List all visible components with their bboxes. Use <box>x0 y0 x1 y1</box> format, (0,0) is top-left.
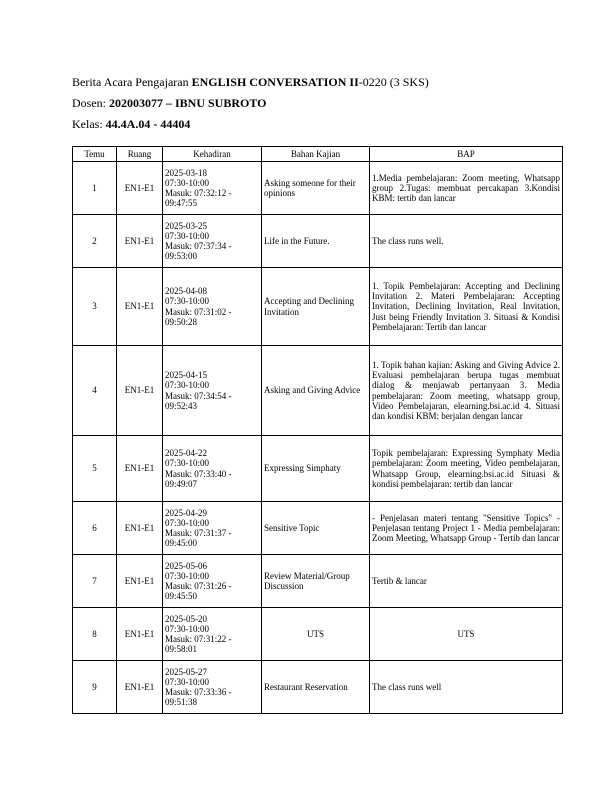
table-row <box>73 502 563 555</box>
table-row <box>73 608 563 661</box>
header-temu: Temu <box>73 147 117 162</box>
masuk: Masuk: 07:32:12 - <box>165 188 232 198</box>
kehadiran-cell <box>163 346 262 436</box>
keluar: 09:45:00 <box>165 538 198 549</box>
temu-cell: 7 <box>73 555 117 608</box>
temu-cell: 9 <box>73 661 117 714</box>
table-row <box>73 215 563 268</box>
ruang-cell: EN1-E1 <box>117 346 163 436</box>
ruang-cell: EN1-E1 <box>117 661 163 714</box>
bap-cell: Topik pembelajaran: Expressing Symphaty Media pembelajaran: Zoom meeting, Video pembelajaran, Whatsapp Group, elearning.bsi.ac.id Situasi & kondisi pembelajaran: tertib dan lancar <box>370 436 563 502</box>
masuk: Masuk: 07:33:36 - <box>165 687 232 697</box>
course-name: ENGLISH CONVERSATION II <box>191 75 359 89</box>
masuk: Masuk: 07:31:02 - <box>165 306 232 317</box>
ruang-cell: EN1-E1 <box>117 215 163 268</box>
time: 07:30-10:00 <box>165 230 209 241</box>
class-line <box>72 114 552 135</box>
date: 2025-05-06 <box>165 560 207 571</box>
bap-table <box>72 146 563 714</box>
kehadiran-cell <box>163 215 262 268</box>
kehadiran-cell <box>163 502 262 555</box>
bap-cell: - Penjelasan materi tentang "Sensitive Topics" - Penjelasan tentang Project 1 - Media pembelajaran: Zoom Meeting, Whatsapp Group - Tertib dan lancar <box>370 502 563 555</box>
ruang-cell: EN1-E1 <box>117 162 163 215</box>
course-code-sks: -0220 (3 SKS) <box>358 75 429 89</box>
class-prefix: Kelas: <box>72 117 106 131</box>
bap-cell: 1. Topik bahan kajian: Asking and Giving Advice 2. Evaluasi pembelajaran berupa tugas membuat dialog & menjawab pertanyaan 3. Media pembelajaran: Zoom meeting, whatsapp group, Video Pembelajaran, elearning.bsi.ac.id 4. Situasi dan kondisi KBM: berjalan dengan lancar <box>370 346 563 436</box>
keluar: 09:53:00 <box>165 251 198 262</box>
table-row <box>73 268 563 346</box>
ruang-cell: EN1-E1 <box>117 268 163 346</box>
time: 07:30-10:00 <box>165 517 209 528</box>
bahan-kajian-cell: Restaurant Reservation <box>262 661 370 714</box>
header-bap: BAP <box>370 147 563 162</box>
temu-cell: 1 <box>73 162 117 215</box>
title-prefix: Berita Acara Pengajaran <box>72 75 192 89</box>
keluar: 09:47:55 <box>165 198 198 209</box>
time: 07:30-10:00 <box>165 570 209 581</box>
table-row <box>73 346 563 436</box>
date: 2025-04-08 <box>165 286 207 297</box>
keluar: 09:49:07 <box>165 478 198 489</box>
masuk: Masuk: 07:31:26 - <box>165 581 232 591</box>
bahan-kajian-cell: Life in the Future. <box>262 215 370 268</box>
date: 2025-05-27 <box>165 666 207 677</box>
date: 2025-05-20 <box>165 613 207 624</box>
time: 07:30-10:00 <box>165 676 209 687</box>
time: 07:30-10:00 <box>165 380 209 391</box>
bahan-kajian-cell: Expressing Simphaty <box>262 436 370 502</box>
bap-cell: 1. Topik Pembelajaran: Accepting and Declining Invitation 2. Materi Pembelajaran: Accepting Invitation, Declining Invitation, Real Invitation, Just being Friendly Invitation 3. Situasi & Kondisi Pembelajaran: Tertib dan lancar <box>370 268 563 346</box>
keluar: 09:52:43 <box>165 400 198 411</box>
masuk: Masuk: 07:31:22 - <box>165 634 232 644</box>
lecturer-line <box>72 93 552 114</box>
keluar: 09:45:50 <box>165 591 198 602</box>
lecturer-name: 202003077 – IBNU SUBROTO <box>109 96 267 110</box>
masuk: Masuk: 07:31:37 - <box>165 528 232 538</box>
temu-cell: 2 <box>73 215 117 268</box>
bap-cell: The class runs well. <box>370 215 563 268</box>
time: 07:30-10:00 <box>165 296 209 307</box>
bahan-kajian-cell: Sensitive Topic <box>262 502 370 555</box>
keluar: 09:50:28 <box>165 316 198 327</box>
ruang-cell: EN1-E1 <box>117 436 163 502</box>
temu-cell: 4 <box>73 346 117 436</box>
ruang-cell: EN1-E1 <box>117 608 163 661</box>
bahan-kajian-cell: Accepting and Declining Invitation <box>262 268 370 346</box>
ruang-cell: EN1-E1 <box>117 555 163 608</box>
date: 2025-03-25 <box>165 220 207 231</box>
document-header <box>72 72 552 135</box>
bap-cell: The class runs well <box>370 661 563 714</box>
temu-cell: 5 <box>73 436 117 502</box>
table-row <box>73 162 563 215</box>
date: 2025-04-15 <box>165 370 207 381</box>
kehadiran-cell <box>163 436 262 502</box>
kehadiran-cell <box>163 661 262 714</box>
header-ruang: Ruang <box>117 147 163 162</box>
bap-cell: UTS <box>370 608 563 661</box>
table-row <box>73 436 563 502</box>
kehadiran-cell <box>163 162 262 215</box>
keluar: 09:58:01 <box>165 644 198 655</box>
date: 2025-04-22 <box>165 448 207 459</box>
kehadiran-cell <box>163 555 262 608</box>
table-header-row <box>73 147 563 162</box>
class-code: 44.4A.04 - 44404 <box>105 117 191 131</box>
masuk: Masuk: 07:37:34 - <box>165 241 232 251</box>
keluar: 09:51:38 <box>165 697 198 708</box>
kehadiran-cell <box>163 268 262 346</box>
header-kehadiran: Kehadiran <box>163 147 262 162</box>
date: 2025-04-29 <box>165 507 207 518</box>
bahan-kajian-cell: Asking and Giving Advice <box>262 346 370 436</box>
bap-cell: Tertib & lancar <box>370 555 563 608</box>
title-line <box>72 72 552 93</box>
time: 07:30-10:00 <box>165 177 209 188</box>
date: 2025-03-18 <box>165 167 207 178</box>
masuk: Masuk: 07:34:54 - <box>165 390 232 401</box>
temu-cell: 6 <box>73 502 117 555</box>
lecturer-prefix: Dosen: <box>72 96 109 110</box>
table-row <box>73 555 563 608</box>
bahan-kajian-cell: Review Material/Group Discussion <box>262 555 370 608</box>
time: 07:30-10:00 <box>165 458 209 469</box>
bahan-kajian-cell: Asking someone for their opinions <box>262 162 370 215</box>
temu-cell: 8 <box>73 608 117 661</box>
time: 07:30-10:00 <box>165 623 209 634</box>
table-row <box>73 661 563 714</box>
header-bahan-kajian: Bahan Kajian <box>262 147 370 162</box>
ruang-cell: EN1-E1 <box>117 502 163 555</box>
masuk: Masuk: 07:33:40 - <box>165 468 232 479</box>
temu-cell: 3 <box>73 268 117 346</box>
bap-cell: 1.Media pembelajaran: Zoom meeting, Whatsapp group 2.Tugas: membuat percakapan 3.Kondisi KBM: tertib dan lancar <box>370 162 563 215</box>
kehadiran-cell <box>163 608 262 661</box>
bahan-kajian-cell: UTS <box>262 608 370 661</box>
